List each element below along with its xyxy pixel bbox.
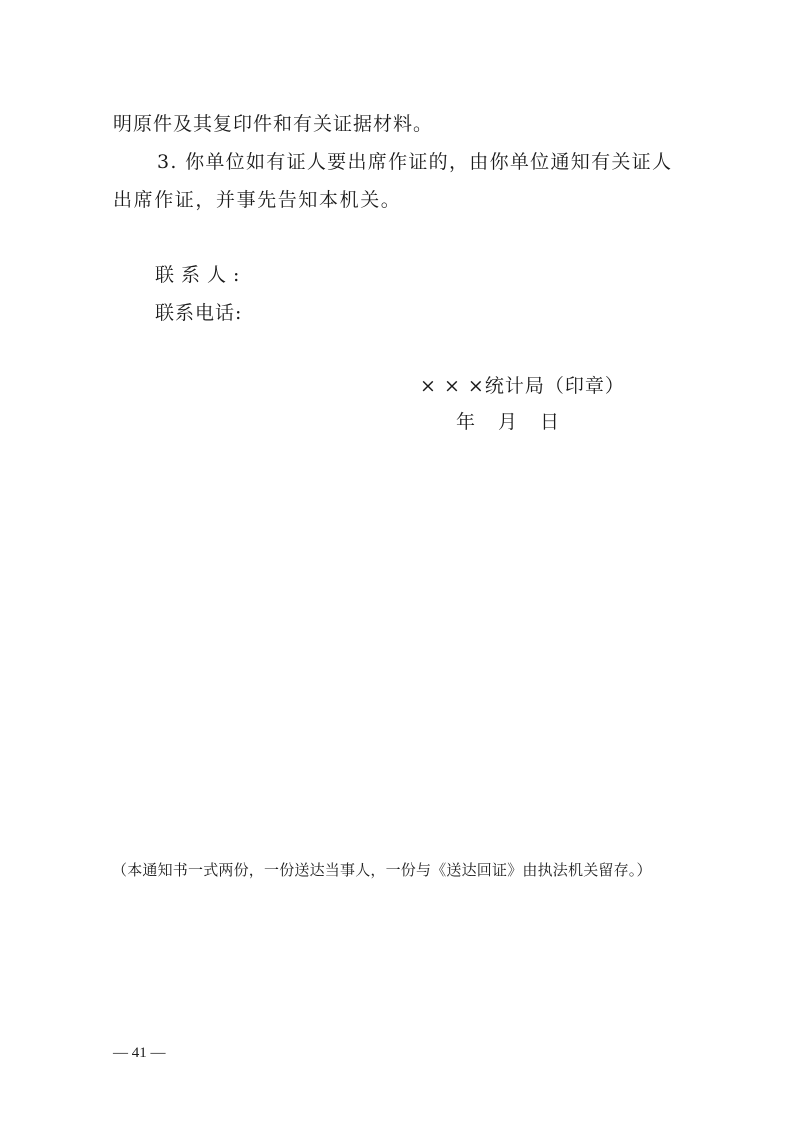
body-text-item-3-continued: 出席作证，并事先告知本机关。 [113, 189, 402, 211]
footnote: （本通知书一式两份，一份送达当事人，一份与《送达回证》由执法机关留存。） [112, 861, 652, 879]
issuing-authority: × × ×统计局（印章） [420, 375, 625, 397]
body-text-item-3: 3. 你单位如有证人要出席作证的，由你单位通知有关证人 [157, 151, 673, 173]
contact-phone-label: 联系电话: [155, 302, 243, 324]
date-day-label: 日 [540, 411, 561, 433]
contact-person-field [155, 263, 240, 287]
date-line [456, 410, 560, 434]
page-number: — 41 — [113, 1045, 166, 1061]
date-month-label: 月 [498, 411, 519, 433]
contact-person-label: 联系人 [155, 264, 234, 286]
date-year-label: 年 [456, 411, 477, 433]
body-text-line-1: 明原件及其复印件和有关证据材料。 [113, 113, 434, 135]
contact-person-colon: : [233, 264, 241, 286]
